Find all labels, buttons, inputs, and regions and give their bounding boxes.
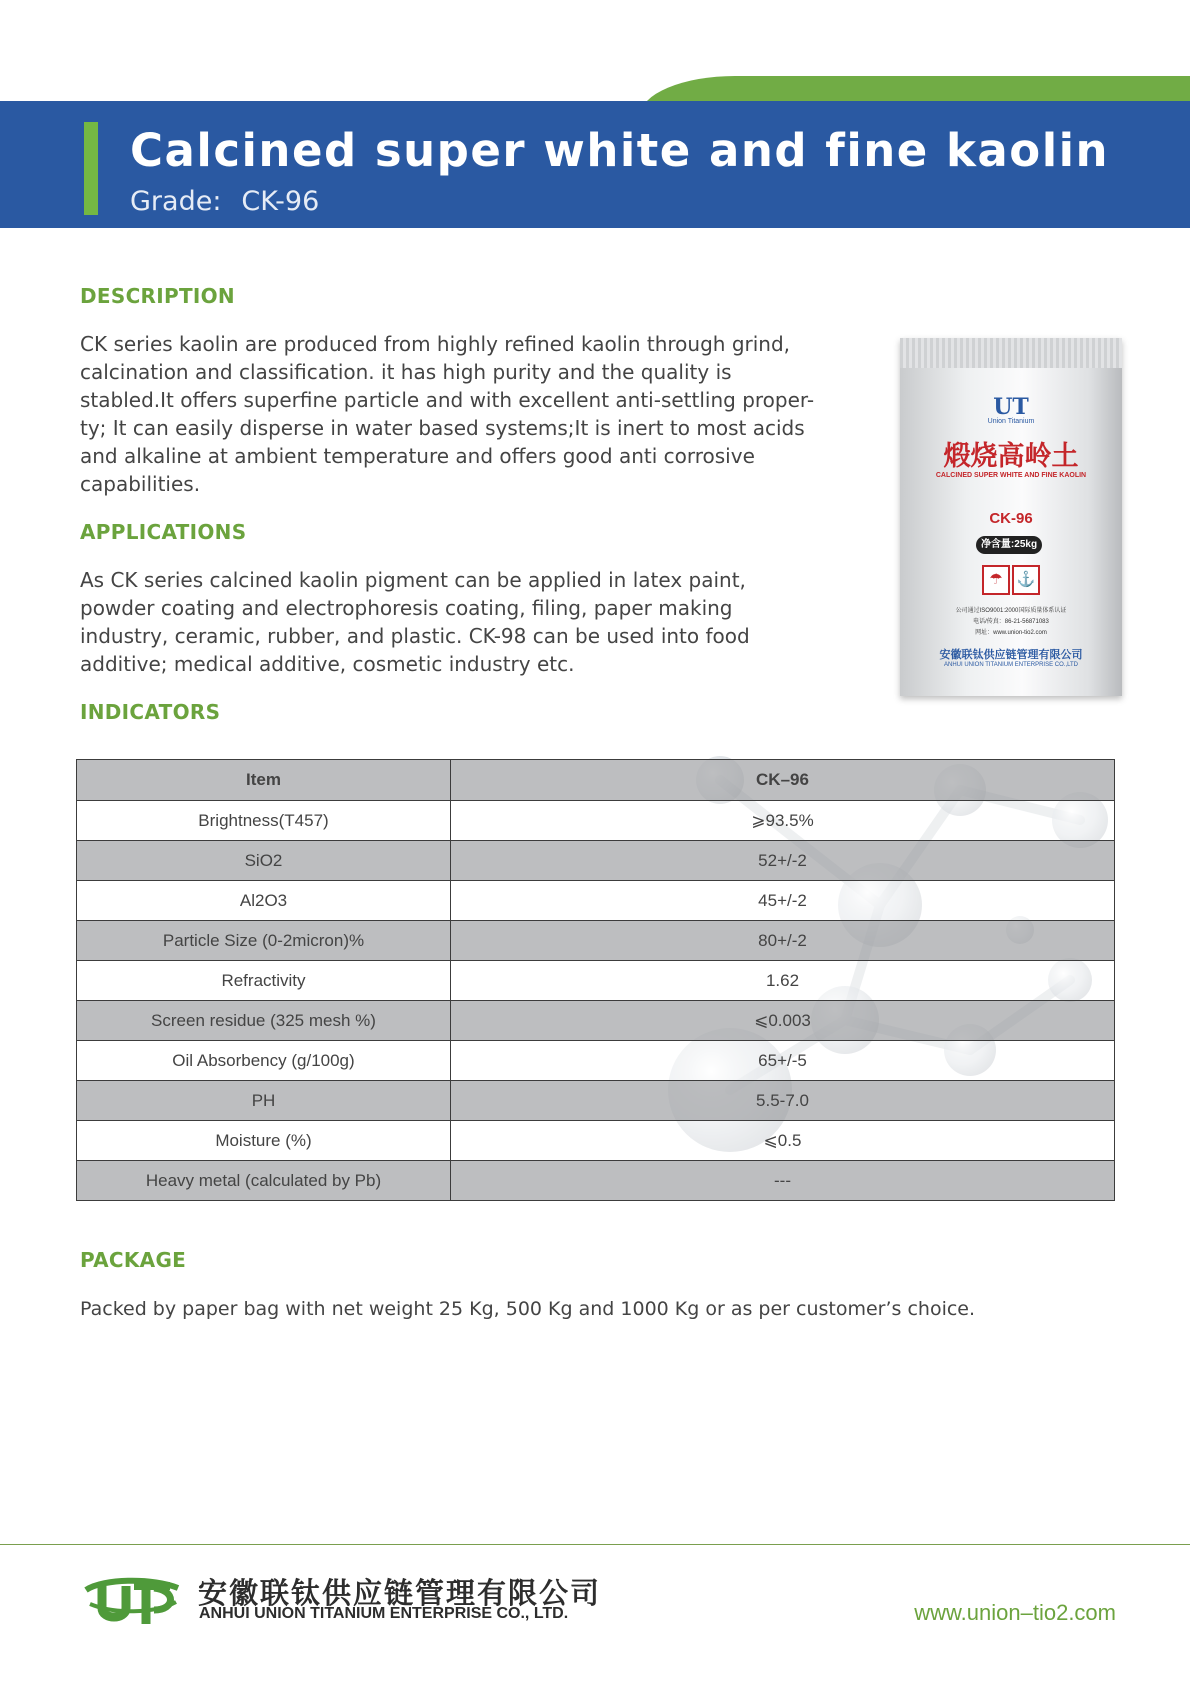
indicator-value: 5.5-7.0 [451, 1081, 1115, 1121]
indicator-name: Brightness(T457) [77, 801, 451, 841]
table-header-row [77, 760, 1115, 801]
applications-line: As CK series calcined kaolin pigment can be applied in latex paint, [80, 568, 746, 592]
package-text: Packed by paper bag with net weight 25 Kg, 500 Kg and 1000 Kg or as per customer’s choice. [80, 1298, 976, 1320]
table-row [77, 961, 1115, 1001]
hook-handling-icon: ⚓ [1012, 565, 1040, 595]
bag-logo-subtitle: Union Titanium [987, 418, 1035, 425]
indicator-name: Screen residue (325 mesh %) [77, 1001, 451, 1041]
footer-company-en: ANHUI UNION TITANIUM ENTERPRISE CO., LTD. [199, 1605, 569, 1622]
applications-line: powder coating and electrophoresis coating, filing, paper making [80, 596, 733, 620]
indicator-name: Al2O3 [77, 881, 451, 921]
table-row [77, 921, 1115, 961]
description-line: calcination and classification. it has high purity and the quality is [80, 360, 732, 384]
indicators-table [76, 759, 1115, 1201]
indicator-value: ⩾93.5% [451, 801, 1115, 841]
bag-company-en: ANHUI UNION TITANIUM ENTERPRISE CO.,LTD [943, 662, 1078, 668]
grade-label: Grade: [130, 186, 222, 217]
bag-info-line: 网址：www.union-tio2.com [975, 630, 1047, 636]
applications-text [80, 566, 750, 678]
table-row [77, 801, 1115, 841]
page-title: Calcined super white and fine kaolin [130, 124, 1110, 177]
table-row [77, 1161, 1115, 1201]
description-line: ty; It can easily disperse in water based systems;It is inert to most acids [80, 416, 805, 440]
bag-info-line: 公司通过ISO9001:2000国际质量体系认证 [955, 608, 1067, 614]
bag-grade: CK-96 [989, 510, 1033, 527]
union-titanium-logo [84, 1574, 180, 1626]
indicator-value: 80+/-2 [451, 921, 1115, 961]
indicator-value: 52+/-2 [451, 841, 1115, 881]
bag-company-cn: 安徽联钛供应链管理有限公司 [939, 649, 1083, 661]
description-line: and alkaline at ambient temperature and offers good anti corrosive [80, 444, 755, 468]
column-header-item: Item [77, 760, 451, 801]
table-row [77, 841, 1115, 881]
indicator-name: Refractivity [77, 961, 451, 1001]
indicator-name: Oil Absorbency (g/100g) [77, 1041, 451, 1081]
bag-info [900, 606, 1122, 639]
bag-product-name-cn: 煅烧高岭土 [943, 441, 1079, 472]
indicator-value: 1.62 [451, 961, 1115, 1001]
indicator-name: PH [77, 1081, 451, 1121]
description-line: CK series kaolin are produced from highly refined kaolin through grind, [80, 332, 791, 356]
grade-line [130, 186, 319, 217]
table-row [77, 881, 1115, 921]
footer-company-cn: 安徽联钛供应链管理有限公司 [198, 1576, 602, 1610]
table-row [77, 1121, 1115, 1161]
indicator-value: ⩽0.5 [451, 1121, 1115, 1161]
applications-heading: APPLICATIONS [80, 520, 247, 544]
table-row [77, 1001, 1115, 1041]
description-line: stabled.It offers superfine particle and with excellent anti-settling proper- [80, 388, 815, 412]
table-row [77, 1041, 1115, 1081]
indicator-name: SiO2 [77, 841, 451, 881]
footer-website-link[interactable]: www.union–tio2.com [914, 1600, 1116, 1625]
bag-seal [900, 338, 1122, 368]
description-text [80, 330, 814, 498]
indicator-value: --- [451, 1161, 1115, 1201]
description-line: capabilities. [80, 472, 201, 496]
union-titanium-logo: UT [993, 394, 1029, 420]
indicators-heading: INDICATORS [80, 700, 221, 724]
bag-net-weight: 净含量:25kg [976, 536, 1042, 554]
umbrella-keep-dry-icon: ☂ [982, 565, 1010, 595]
indicator-name: Particle Size (0-2micron)% [77, 921, 451, 961]
bag-info-line: 电话/传真：86-21-56871083 [973, 619, 1049, 625]
indicator-value: 65+/-5 [451, 1041, 1115, 1081]
indicator-name: Heavy metal (calculated by Pb) [77, 1161, 451, 1201]
applications-line: industry, ceramic, rubber, and plastic. CK-98 can be used into food [80, 624, 750, 648]
grade-value: CK-96 [241, 186, 320, 217]
column-header-grade: CK–96 [451, 760, 1115, 801]
footer-divider [0, 1544, 1190, 1545]
bag-product-name-en: CALCINED SUPER WHITE AND FINE KAOLIN [935, 472, 1087, 479]
package-heading: PACKAGE [80, 1248, 187, 1272]
indicator-name: Moisture (%) [77, 1121, 451, 1161]
table-row [77, 1081, 1115, 1121]
applications-line: additive; medical additive, cosmetic industry etc. [80, 652, 575, 676]
description-heading: DESCRIPTION [80, 284, 235, 308]
header-accent-bar [84, 122, 98, 215]
indicator-value: ⩽0.003 [451, 1001, 1115, 1041]
indicator-value: 45+/-2 [451, 881, 1115, 921]
product-bag-image [900, 338, 1122, 696]
